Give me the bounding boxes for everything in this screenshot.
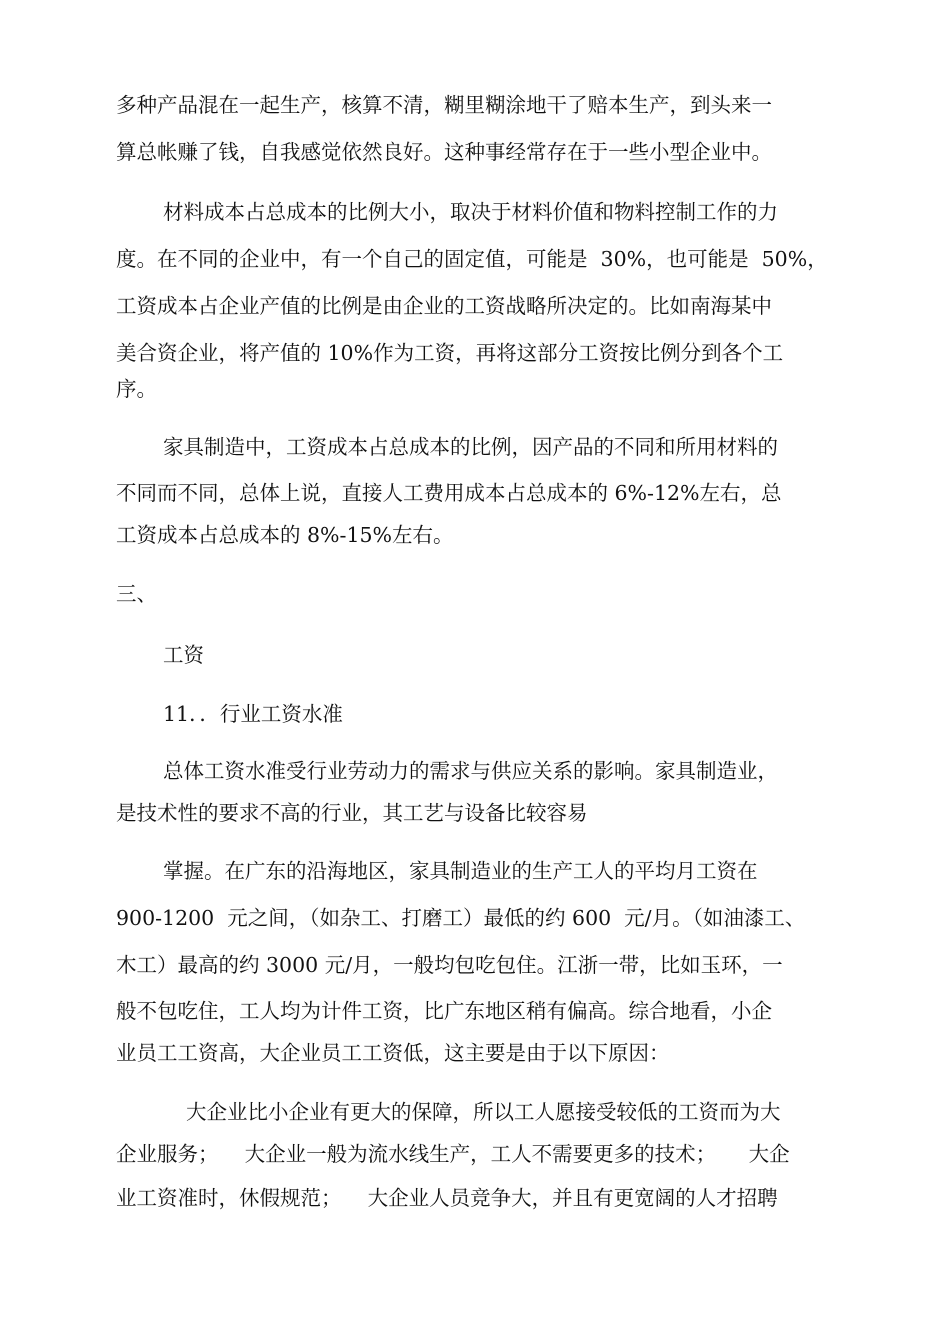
text-line: 企业服务； 大企业一般为流水线生产，工人不需要更多的技术； 大企 [116,1142,790,1166]
text-line: 工资成本占企业产值的比例是由企业的工资战略所决定的。比如南海某中 [116,294,772,318]
subsection-title: 11．．行业工资水准 [163,702,343,726]
text-line: 总体工资水准受行业劳动力的需求与供应关系的影响。家具制造业， [163,759,778,783]
text-line: 美合资企业，将产值的 10%作为工资，再将这部分工资按比例分到各个工 [116,341,784,365]
text-line: 工资成本占总成本的 8%-15%左右。 [116,523,454,547]
text-line: 业工资准时，休假规范； 大企业人员竞争大，并且有更宽阔的人才招聘 [116,1186,778,1210]
text-line: 是技术性的要求不高的行业，其工艺与设备比较容易 [116,801,588,825]
text-line: 般不包吃住，工人均为计件工资，比广东地区稍有偏高。综合地看，小企 [116,999,772,1023]
text-line: 业员工工资高，大企业员工工资低，这主要是由于以下原因： [116,1041,670,1065]
text-line: 家具制造中，工资成本占总成本的比例，因产品的不同和所用材料的 [163,435,778,459]
text-line: 不同而不同，总体上说，直接人工费用成本占总成本的 6%-12%左右，总 [116,481,782,505]
text-line: 掌握。在广东的沿海地区，家具制造业的生产工人的平均月工资在 [163,859,758,883]
text-line: 木工）最高的约 3000 元/月，一般均包吃包住。江浙一带，比如玉环，一 [116,953,783,977]
text-line: 大企业比小企业有更大的保障，所以工人愿接受较低的工资而为大 [186,1100,781,1124]
text-line: 序。 [116,377,157,401]
text-line: 算总帐赚了钱，自我感觉依然良好。这种事经常存在于一些小型企业中。 [116,140,772,164]
text-line: 度。在不同的企业中，有一个自己的固定值，可能是 30%，也可能是 50%， [116,247,828,271]
text-line: 材料成本占总成本的比例大小，取决于材料价值和物料控制工作的力 [163,200,778,224]
section-title: 工资 [163,643,204,667]
text-line: 900-1200 元之间，（如杂工、打磨工）最低的约 600 元/月。（如油漆工、 [116,906,806,930]
section-number: 三、 [116,582,157,606]
text-line: 多种产品混在一起生产，核算不清，糊里糊涂地干了赔本生产，到头来一 [116,93,772,117]
